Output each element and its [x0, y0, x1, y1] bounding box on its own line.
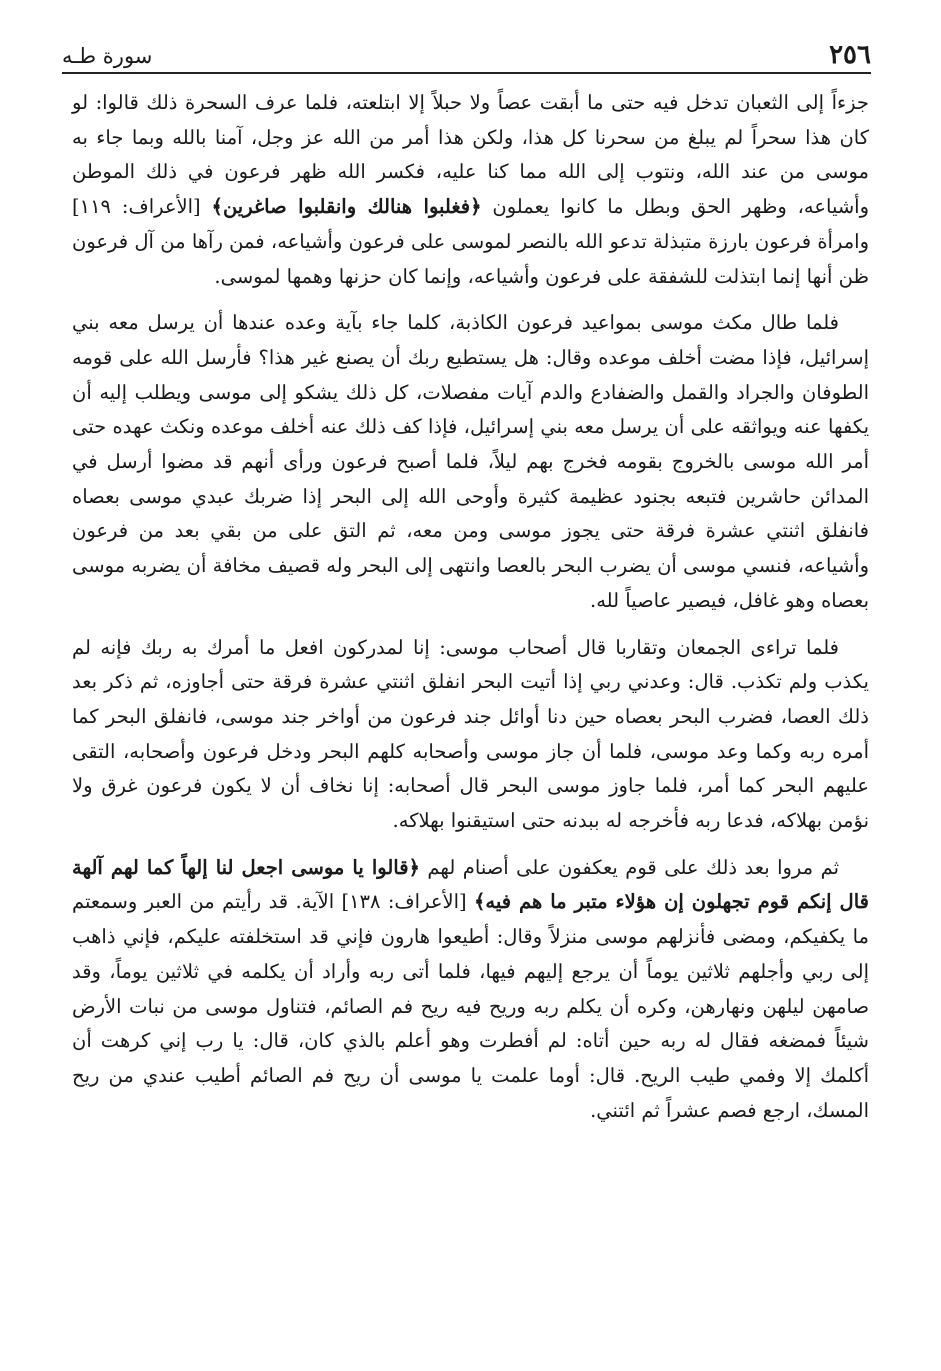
paragraph — [72, 631, 869, 839]
paragraph — [72, 86, 869, 294]
text-run: جزءاً إلى الثعبان تدخل فيه حتى ما أبقت عصاً ولا حبلاً إلا ابتلعته، فلما عرف السحرة ذلك قالوا: لو كان هذا سحراً لم يبلغ من سحرنا كل هذا، ولكن هذا أمر من الله عز وجل، آمنا بالله وبما جاء به موسى من عند الله، ونتوب إلى الله مما كنا عليه، فكسر الله ظهر فرعون في ذلك الموطن وأشياعه، وظهر الحق وبطل ما كانوا يعملون — [72, 91, 870, 219]
text-run: [الأعراف: ١١٩] وامرأة فرعون بارزة متبذلة تدعو الله بالنصر لموسى على فرعون وأشياعه، فمن رآها من آل فرعون ظن أنها إنما ابتذلت للشفقة على فرعون وأشياعه، وإنما كان حزنها وهمها لموسى. — [72, 195, 869, 288]
quran-verse: ﴿فغلبوا هنالك وانقلبوا صاغرين﴾ — [211, 195, 482, 219]
running-title: سورة طـه — [62, 44, 153, 68]
text-run: فلما طال مكث موسى بمواعيد فرعون الكاذبة، كلما جاء بآية وعده عندها أن يرسل معه بني إسرائيل، فإذا مضت أخلف موعده وقال: هل يستطيع ربك أن يصنع غير هذا؟ فأرسل الله على قومه الطوفان والجراد والقمل والضفادع والدم آيات مفصلات، كل ذلك يشكو إلى موسى ويطلب إليه أن يكفها عنه ويواثقه على أن يرسل معه بني إسرائيل، فإذا كف ذلك عنه أخلف موعده ونكث عهده حتى أمر الله موسى بالخروج بقومه فخرج بهم ليلاً، فلما أصبح فرعون ورأى أنهم قد مضوا أرسل في المدائن حاشرين فتبعه بجنود عظيمة كثيرة وأوحى الله إلى البحر إذا ضربك عبدي موسى بعصاه فانفلق اثنتي عشرة فرقة حتى يجوز موسى ومن معه، ثم التق على من بقي بعد من فرعون وأشياعه، فنسي موسى أن يضرب البحر بالعصا وانتهى إلى البحر وله قصيف مخافة أن يضربه موسى بعصاه وهو غافل، فيصير عاصياً لله. — [72, 311, 869, 612]
paragraph — [72, 851, 869, 1129]
text-run: [الأعراف: ١٣٨] الآية. قد رأيتم من العبر وسمعتم ما يكفيكم، ومضى فأنزلهم موسى منزلاً وقال: أطيعوا هارون فإني قد استخلفته عليكم، فإني ذاهب إلى ربي وأجلهم ثلاثين يوماً أن يرجع إليهم فيها، فلما أتى ربه وأراد أن يكلمه في ثلاثين يوماً، وقد صامهن ليلهن ونهارهن، وكره أن يكلم ربه وريح فيه ريح فم الصائم، فتناول موسى من نبات الأرض شيئاً فمضغه فقال له ربه حين أتاه: لم أفطرت وهو أعلم بالذي كان، قال: يا رب إني كرهت أن أكلمك إلا وفمي طيب الريح. قال: أوما علمت يا موسى أن ريح فم الصائم أطيب عندي من ريح المسك، ارجع فصم عشراً ثم ائتني. — [72, 890, 869, 1122]
body-text — [72, 86, 869, 1128]
text-run: فلما تراءى الجمعان وتقاربا قال أصحاب موسى: إنا لمدركون افعل ما أمرك به ربك فإنه لم يكذب ولم تكذب. قال: وعدني ربي إذا أتيت البحر انفلق اثنتي عشرة فرقة حتى أجاوزه، ثم ذكر بعد ذلك العصا، فضرب البحر بعصاه حين دنا أوائل جند فرعون من أواخر جند موسى، فانفلق البحر كما أمره ربه وكما وعد موسى، فلما أن جاز موسى وأصحابه كلهم البحر ودخل فرعون وأصحابه، التقى عليهم البحر كما أمر، فلما جاوز موسى البحر قال أصحابه: إنا نخاف أن لا يكون فرعون غرق ولا نؤمن بهلاكه، فدعا ربه فأخرجه له ببدنه حتى استيقنوا بهلاكه. — [72, 635, 869, 833]
quran-verse: ﴿قالوا يا موسى اجعل لنا إلهاً كما لهم آلهة قال إنكم قوم تجهلون إن هؤلاء متبر ما هم فيه﴾ — [72, 855, 869, 914]
page-header — [62, 38, 871, 74]
text-run: ثم مروا بعد ذلك على قوم يعكفون على أصنام لهم — [419, 855, 840, 879]
paragraph — [72, 306, 869, 618]
page-number: ٢٥٦ — [829, 40, 871, 70]
